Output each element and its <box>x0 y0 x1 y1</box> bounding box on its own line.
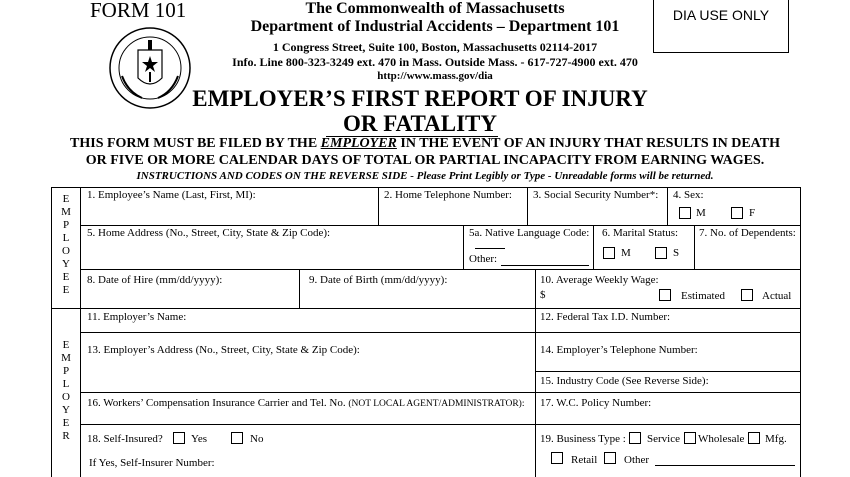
vdiv-right-col <box>535 269 536 477</box>
header-line-4: Info. Line 800-323-3249 ext. 470 in Mass. Outside Mass. - 617-727-4900 ext. 470 <box>232 55 638 69</box>
wage-estimated-checkbox[interactable] <box>659 289 671 301</box>
marital-married-checkbox[interactable] <box>603 247 615 259</box>
row-line-1 <box>80 225 801 226</box>
self-insured-no-checkbox[interactable] <box>231 432 243 444</box>
insurance-carrier-label <box>87 397 524 409</box>
marital-single-label: S <box>673 247 680 259</box>
native-language-code-line <box>475 248 505 249</box>
form-grid <box>51 187 801 477</box>
date-of-birth-label: 9. Date of Birth (mm/dd/yyyy): <box>309 274 448 286</box>
business-other-checkbox[interactable] <box>604 452 616 464</box>
marital-status-label: 6. Marital Status: <box>602 227 679 239</box>
sex-female-label: F <box>749 207 756 219</box>
business-type-label: 19. Business Type : <box>540 433 626 445</box>
vdiv-7 <box>694 225 695 269</box>
sex-male-checkbox[interactable] <box>679 207 691 219</box>
business-wholesale-checkbox[interactable] <box>684 432 696 444</box>
home-telephone-label: 2. Home Telephone Number: <box>384 189 512 201</box>
row-line-2 <box>80 269 801 270</box>
employer-letter: M <box>61 352 71 364</box>
header-line-1: The Commonwealth of Massachusetts <box>305 0 565 17</box>
business-service-label: Service <box>647 433 680 445</box>
employer-letter: E <box>62 417 70 429</box>
wc-policy-number-label: 17. W.C. Policy Number: <box>540 397 652 409</box>
industry-code-label: 15. Industry Code (See Reverse Side): <box>540 375 709 387</box>
form-title-line-2: OR FATALITY <box>343 111 497 136</box>
date-of-hire-label: 8. Date of Hire (mm/dd/yyyy): <box>87 274 223 286</box>
vdiv-3 <box>527 187 528 225</box>
notice-employer: EMPLOYER <box>320 136 397 151</box>
vdiv-6 <box>593 225 594 269</box>
employer-name-label: 11. Employer’s Name: <box>87 311 187 323</box>
grid-left-border <box>51 187 52 477</box>
wage-estimated-label: Estimated <box>681 290 725 302</box>
employee-letter: E <box>62 193 70 205</box>
grid-top-border <box>51 187 801 188</box>
employer-letter: E <box>62 339 70 351</box>
self-insured-yes-checkbox[interactable] <box>173 432 185 444</box>
native-language-other-label: Other: <box>469 253 498 265</box>
employee-letter: Y <box>62 258 70 270</box>
header-line-2: Department of Industrial Accidents – Department 101 <box>250 18 620 35</box>
employee-letter: M <box>61 206 71 218</box>
instructions-line: INSTRUCTIONS AND CODES ON THE REVERSE SIDE - Please Print Legibly or Type - Unreadable forms will be returned. <box>136 170 714 182</box>
dependents-label: 7. No. of Dependents: <box>699 227 796 239</box>
home-address-label: 5. Home Address (No., Street, City, State & Zip Code): <box>87 227 331 239</box>
employer-letter: O <box>62 391 70 403</box>
business-mfg-checkbox[interactable] <box>748 432 760 444</box>
employer-letter: Y <box>62 404 70 416</box>
wage-dollar-sign: $ <box>540 289 546 301</box>
vdiv-2 <box>378 187 379 225</box>
self-insured-yes-label: Yes <box>191 433 208 445</box>
vdiv-5a <box>463 225 464 269</box>
business-other-line <box>655 465 795 466</box>
notice-line-1 <box>40 136 810 152</box>
employer-telephone-label: 14. Employer’s Telephone Number: <box>540 344 698 356</box>
employer-letter: P <box>62 365 70 377</box>
employee-letter: P <box>62 219 70 231</box>
row-line-3 <box>80 332 801 333</box>
business-other-label: Other <box>624 454 650 466</box>
insurance-carrier-text: 16. Workers’ Compensation Insurance Carrier and Tel. No. <box>87 397 346 409</box>
sex-label: 4. Sex: <box>673 189 704 201</box>
marital-single-checkbox[interactable] <box>655 247 667 259</box>
header-line-3: 1 Congress Street, Suite 100, Boston, Massachusetts 02114-2017 <box>272 40 598 54</box>
employer-letter: R <box>62 430 70 442</box>
self-insured-label: 18. Self-Insured? <box>87 433 163 445</box>
average-weekly-wage-label: 10. Average Weekly Wage: <box>540 274 659 286</box>
business-retail-checkbox[interactable] <box>551 452 563 464</box>
wage-actual-checkbox[interactable] <box>741 289 753 301</box>
employee-letter: E <box>62 271 70 283</box>
form-title-line-1: EMPLOYER’S FIRST REPORT OF INJURY <box>192 86 648 111</box>
employer-letter: L <box>62 378 70 390</box>
sex-male-label: M <box>696 207 706 219</box>
business-service-checkbox[interactable] <box>629 432 641 444</box>
row-line-4 <box>535 371 801 372</box>
marital-married-label: M <box>621 247 631 259</box>
native-language-other-line <box>501 265 589 266</box>
vdiv-4 <box>667 187 668 225</box>
employer-address-label: 13. Employer’s Address (No., Street, City, State & Zip Code): <box>87 344 360 356</box>
insurance-carrier-note: (NOT LOCAL AGENT/ADMINISTRATOR): <box>348 399 525 409</box>
employee-letter: E <box>62 284 70 296</box>
ssn-label: 3. Social Security Number*: <box>533 189 659 201</box>
business-retail-label: Retail <box>571 454 598 466</box>
row-line-6 <box>80 424 801 425</box>
federal-tax-id-label: 12. Federal Tax I.D. Number: <box>540 311 671 323</box>
form-number: FORM 101 <box>90 0 187 22</box>
employee-letter: O <box>62 245 70 257</box>
native-language-label: 5a. Native Language Code: <box>469 227 590 239</box>
employee-section-label <box>56 193 76 297</box>
dia-use-only-box: DIA USE ONLY <box>653 0 789 53</box>
business-mfg-label: Mfg. <box>765 433 787 445</box>
header-url: http://www.mass.gov/dia <box>377 70 493 82</box>
notice-line-2: OR FIVE OR MORE CALENDAR DAYS OF TOTAL OR PARTIAL INCAPACITY FROM EARNING WAGES. <box>85 153 765 168</box>
row-line-5 <box>80 392 801 393</box>
employer-section-label <box>56 339 76 443</box>
section-line <box>51 308 801 309</box>
business-wholesale-label: Wholesale <box>698 433 745 445</box>
sex-female-checkbox[interactable] <box>731 207 743 219</box>
employee-name-label: 1. Employee’s Name (Last, First, MI): <box>87 189 256 201</box>
notice-part-a: THIS FORM MUST BE FILED BY THE <box>70 136 321 151</box>
wage-actual-label: Actual <box>762 290 792 302</box>
self-insured-no-label: No <box>250 433 264 445</box>
employee-letter: L <box>62 232 70 244</box>
vdiv-9 <box>299 269 300 308</box>
self-insurer-number-label: If Yes, Self-Insurer Number: <box>89 457 215 469</box>
notice-part-b: IN THE EVENT OF AN INJURY THAT RESULTS IN DEATH <box>396 136 780 151</box>
